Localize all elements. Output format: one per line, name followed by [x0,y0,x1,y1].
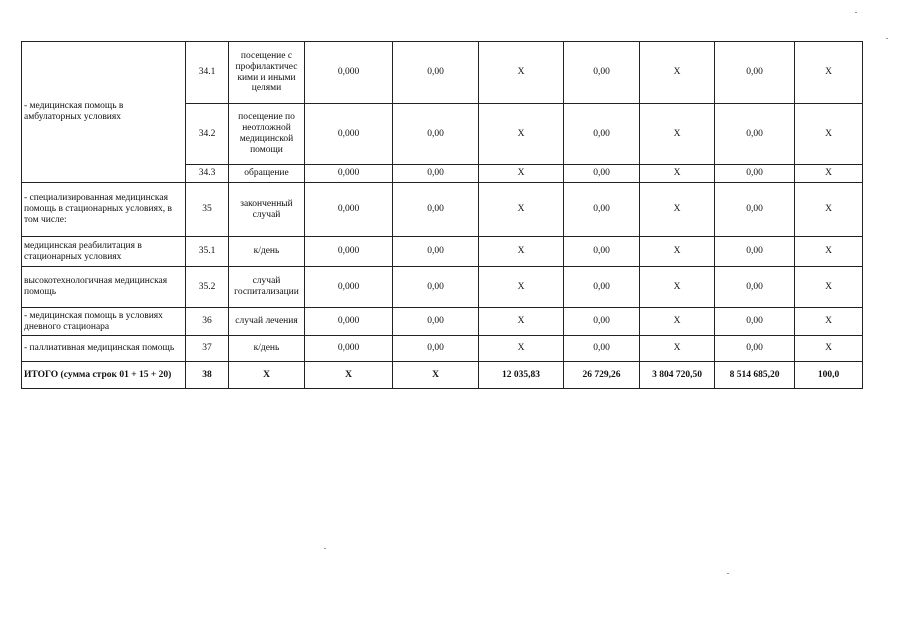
value-cell: X [640,267,715,308]
value-cell: X [479,237,564,267]
row-number: 36 [186,308,229,336]
value-cell: 0,00 [715,42,795,104]
unit-cell: законченный случай [229,183,305,237]
value-cell: 26 729,26 [564,362,640,389]
value-cell: X [795,237,863,267]
value-cell: 0,00 [715,183,795,237]
row-name: - специализированная медицинская помощь в стационарных условиях, в том числе: [22,183,186,237]
table-row [22,267,863,308]
value-cell: X [640,104,715,165]
value-cell: 0,000 [305,267,393,308]
value-cell: 0,00 [564,336,640,362]
value-cell: X [479,336,564,362]
unit-cell: посещение с профилактичес кими и иными целями [229,42,305,104]
row-number: 35.1 [186,237,229,267]
value-cell: 0,00 [564,104,640,165]
value-cell: X [479,308,564,336]
unit-cell: к/день [229,336,305,362]
value-cell: X [305,362,393,389]
table-row [22,336,863,362]
value-cell: 0,000 [305,336,393,362]
scan-speck [727,573,729,574]
unit-cell: X [229,362,305,389]
value-cell: 0,000 [305,183,393,237]
value-cell: 0,00 [715,336,795,362]
value-cell: X [479,267,564,308]
value-cell: 0,00 [393,165,479,183]
value-cell: 8 514 685,20 [715,362,795,389]
value-cell: X [795,336,863,362]
value-cell: 0,00 [393,267,479,308]
value-cell: X [640,237,715,267]
value-cell: X [795,183,863,237]
value-cell: 0,00 [564,237,640,267]
unit-cell: случай госпитализации [229,267,305,308]
row-number: 38 [186,362,229,389]
value-cell: 0,000 [305,308,393,336]
table-row [22,308,863,336]
value-cell: 0,00 [393,336,479,362]
tariff-table [21,41,863,389]
value-cell: 0,00 [393,42,479,104]
value-cell: 0,00 [715,237,795,267]
value-cell: 0,00 [564,267,640,308]
row-name: - паллиативная медицинская помощь [22,336,186,362]
value-cell: X [795,104,863,165]
scan-speck [886,38,888,39]
value-cell: X [479,165,564,183]
value-cell: 0,00 [393,308,479,336]
value-cell: X [479,42,564,104]
value-cell: 0,00 [393,183,479,237]
value-cell: X [640,308,715,336]
value-cell: X [795,308,863,336]
value-cell: 0,00 [715,308,795,336]
row-name: - медицинская помощь в условиях дневного стационара [22,308,186,336]
value-cell: 0,00 [564,183,640,237]
value-cell: 3 804 720,50 [640,362,715,389]
table-row [22,183,863,237]
row-number: 35 [186,183,229,237]
value-cell: X [640,183,715,237]
value-cell: 0,00 [393,237,479,267]
value-cell: X [640,336,715,362]
row-number: 35.2 [186,267,229,308]
value-cell: X [479,104,564,165]
value-cell: 0,00 [715,267,795,308]
scan-speck [855,12,857,13]
row-number: 37 [186,336,229,362]
unit-cell: случай лечения [229,308,305,336]
row-name: медицинская реабилитация в стационарных условиях [22,237,186,267]
value-cell: X [640,165,715,183]
value-cell: X [479,183,564,237]
value-cell: X [640,42,715,104]
table-row [22,42,863,104]
unit-cell: обращение [229,165,305,183]
value-cell: 0,000 [305,42,393,104]
row-name: - медицинская помощь в амбулаторных условиях [22,42,186,183]
value-cell: 0,000 [305,237,393,267]
value-cell: 0,000 [305,104,393,165]
value-cell: 0,00 [715,165,795,183]
value-cell: X [795,165,863,183]
row-number: 34.2 [186,104,229,165]
row-number: 34.3 [186,165,229,183]
value-cell: X [393,362,479,389]
row-number: 34.1 [186,42,229,104]
value-cell: 0,00 [393,104,479,165]
scan-speck [324,548,326,549]
row-name: высокотехнологичная медицинская помощь [22,267,186,308]
value-cell: 0,00 [564,308,640,336]
value-cell: 100,0 [795,362,863,389]
value-cell: X [795,42,863,104]
total-row [22,362,863,389]
unit-cell: посещение по неотложной медицинской помощи [229,104,305,165]
row-name: ИТОГО (сумма строк 01 + 15 + 20) [22,362,186,389]
value-cell: X [795,267,863,308]
value-cell: 0,00 [564,165,640,183]
value-cell: 12 035,83 [479,362,564,389]
value-cell: 0,00 [564,42,640,104]
value-cell: 0,00 [715,104,795,165]
value-cell: 0,000 [305,165,393,183]
unit-cell: к/день [229,237,305,267]
table-row [22,237,863,267]
